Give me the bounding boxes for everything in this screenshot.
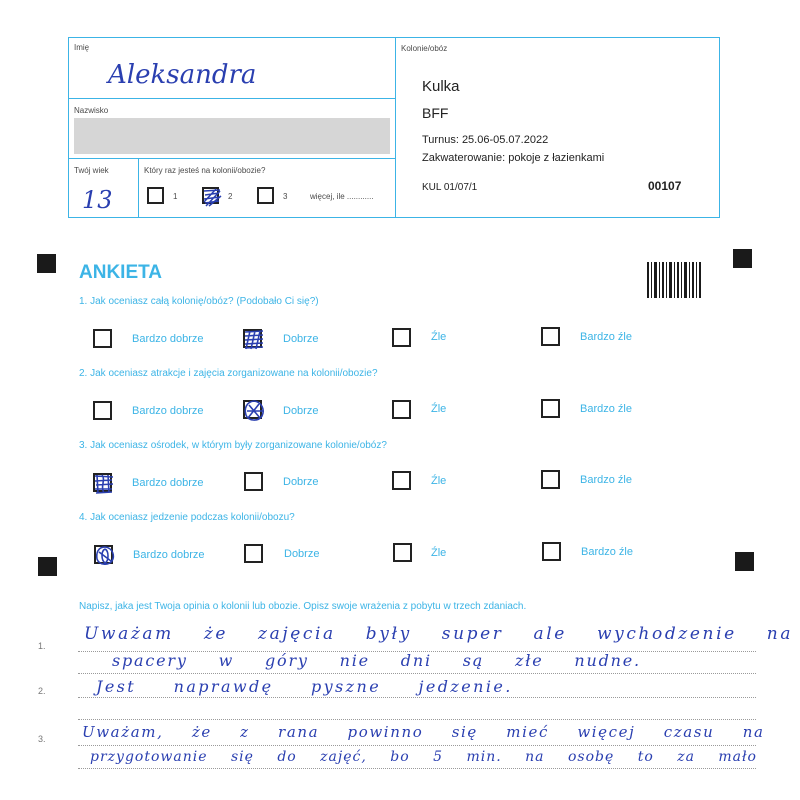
- line-number-3: 3.: [38, 734, 46, 744]
- q4-option-bardzo-zle-checkbox[interactable]: [542, 542, 561, 561]
- check-scribble-icon: [92, 472, 117, 497]
- q1-option-bardzo-dobrze-checkbox[interactable]: [93, 329, 112, 348]
- times-checkbox-2[interactable]: [202, 187, 219, 204]
- surname-label: Nazwisko: [74, 106, 109, 115]
- accommodation-text: Zakwaterowanie: pokoje z łazienkami: [422, 152, 605, 164]
- handwritten-line-3[interactable]: Jest naprawdę pyszne jedzenie.: [96, 677, 513, 696]
- writing-line: [78, 768, 756, 769]
- question-text: 1. Jak oceniasz całą kolonię/obóz? (Podobało Ci się?): [79, 296, 319, 307]
- q3-option-dobrze-label: Dobrze: [283, 476, 319, 488]
- question-text: 4. Jak oceniasz jedzenie podczas kolonii/obozu?: [79, 512, 295, 523]
- handwritten-line-1[interactable]: Uważam że zajęcia były super ale wychodzenie na: [84, 624, 794, 644]
- question-text: 2. Jak oceniasz atrakcje i zajęcia zorganizowane na kolonii/obozie?: [79, 368, 378, 379]
- q4-option-bardzo-dobrze-checkbox[interactable]: [94, 545, 113, 564]
- q1-option-dobrze-label: Dobrze: [283, 333, 319, 345]
- q1-option-bardzo-zle-label: Bardzo źle: [580, 331, 632, 343]
- barcode-icon: [647, 262, 701, 298]
- q1-option-dobrze-checkbox[interactable]: [243, 329, 262, 348]
- q3-option-zle-label: Źle: [431, 475, 447, 487]
- kul-code: KUL 01/07/1: [422, 182, 478, 193]
- registration-marker-bottom-right: [735, 552, 754, 571]
- q4-option-bardzo-dobrze-label: Bardzo dobrze: [133, 549, 205, 561]
- q2-option-dobrze-label: Dobrze: [283, 405, 319, 417]
- camp-label: Kolonie/obóz: [401, 44, 448, 53]
- camp-code: BFF: [422, 105, 449, 121]
- age-value[interactable]: 13: [82, 186, 113, 214]
- q3-option-bardzo-dobrze-label: Bardzo dobrze: [132, 477, 204, 489]
- writing-line: [78, 745, 756, 746]
- form-number: 00107: [648, 179, 682, 193]
- q1-option-bardzo-dobrze-label: Bardzo dobrze: [132, 333, 204, 345]
- times-label: Który raz jesteś na kolonii/obozie?: [144, 166, 266, 175]
- q1-option-zle-label: Źle: [431, 331, 447, 343]
- times-checkbox-1[interactable]: [147, 187, 164, 204]
- check-scribble-icon: [242, 399, 267, 424]
- age-label: Twój wiek: [74, 166, 109, 175]
- check-scribble-icon: [201, 186, 224, 209]
- registration-marker-top-left: [37, 254, 56, 273]
- line-number-1: 1.: [38, 641, 46, 651]
- camp-name: Kulka: [422, 78, 460, 95]
- writing-line: [78, 673, 756, 674]
- check-scribble-icon: [242, 328, 267, 353]
- name-value[interactable]: Aleksandra: [108, 60, 257, 90]
- times-option-more: więcej, ile ............: [310, 192, 374, 201]
- question-text: 3. Jak oceniasz ośrodek, w którym były zorganizowane kolonie/obóz?: [79, 440, 387, 451]
- handwritten-line-2[interactable]: spacery w góry nie dni są złe nudne.: [112, 651, 641, 670]
- writing-line: [78, 697, 756, 698]
- registration-marker-bottom-left: [38, 557, 57, 576]
- q3-option-bardzo-dobrze-checkbox[interactable]: [93, 473, 112, 492]
- writing-line: [78, 719, 756, 720]
- times-checkbox-3[interactable]: [257, 187, 274, 204]
- q2-option-bardzo-dobrze-checkbox[interactable]: [93, 401, 112, 420]
- registration-marker-top-right: [733, 249, 752, 268]
- q4-option-bardzo-zle-label: Bardzo źle: [581, 546, 633, 558]
- handwritten-line-4[interactable]: Uważam, że z rana powinno się mieć więcej czasu na: [82, 723, 765, 741]
- name-label: Imię: [74, 43, 90, 52]
- q2-option-zle-label: Źle: [431, 403, 447, 415]
- q2-option-dobrze-checkbox[interactable]: [243, 400, 262, 419]
- q1-option-bardzo-zle-checkbox[interactable]: [541, 327, 560, 346]
- times-option-1: 1: [173, 192, 178, 201]
- survey-title: ANKIETA: [79, 262, 163, 283]
- q4-option-dobrze-label: Dobrze: [284, 548, 320, 560]
- q4-option-dobrze-checkbox[interactable]: [244, 544, 263, 563]
- q1-option-zle-checkbox[interactable]: [392, 328, 411, 347]
- surname-redaction: [74, 118, 390, 154]
- handwritten-line-5[interactable]: przygotowanie się do zajęć, bo 5 min. na osobę to za mało: [90, 749, 757, 765]
- turnus-text: Turnus: 25.06-05.07.2022: [422, 134, 549, 146]
- q3-option-zle-checkbox[interactable]: [392, 471, 411, 490]
- q2-option-bardzo-zle-checkbox[interactable]: [541, 399, 560, 418]
- q4-option-zle-checkbox[interactable]: [393, 543, 412, 562]
- times-option-2: 2: [228, 192, 233, 201]
- line-number-2: 2.: [38, 686, 46, 696]
- q2-option-zle-checkbox[interactable]: [392, 400, 411, 419]
- check-scribble-icon: [93, 544, 118, 569]
- q3-option-bardzo-zle-checkbox[interactable]: [541, 470, 560, 489]
- q3-option-dobrze-checkbox[interactable]: [244, 472, 263, 491]
- opinion-instruction: Napisz, jaka jest Twoja opinia o kolonii lub obozie. Opisz swoje wrażenia z pobytu w trzech zdaniach.: [79, 601, 527, 612]
- q3-option-bardzo-zle-label: Bardzo źle: [580, 474, 632, 486]
- q4-option-zle-label: Źle: [431, 547, 447, 559]
- q2-option-bardzo-dobrze-label: Bardzo dobrze: [132, 405, 204, 417]
- times-option-3: 3: [283, 192, 288, 201]
- q2-option-bardzo-zle-label: Bardzo źle: [580, 403, 632, 415]
